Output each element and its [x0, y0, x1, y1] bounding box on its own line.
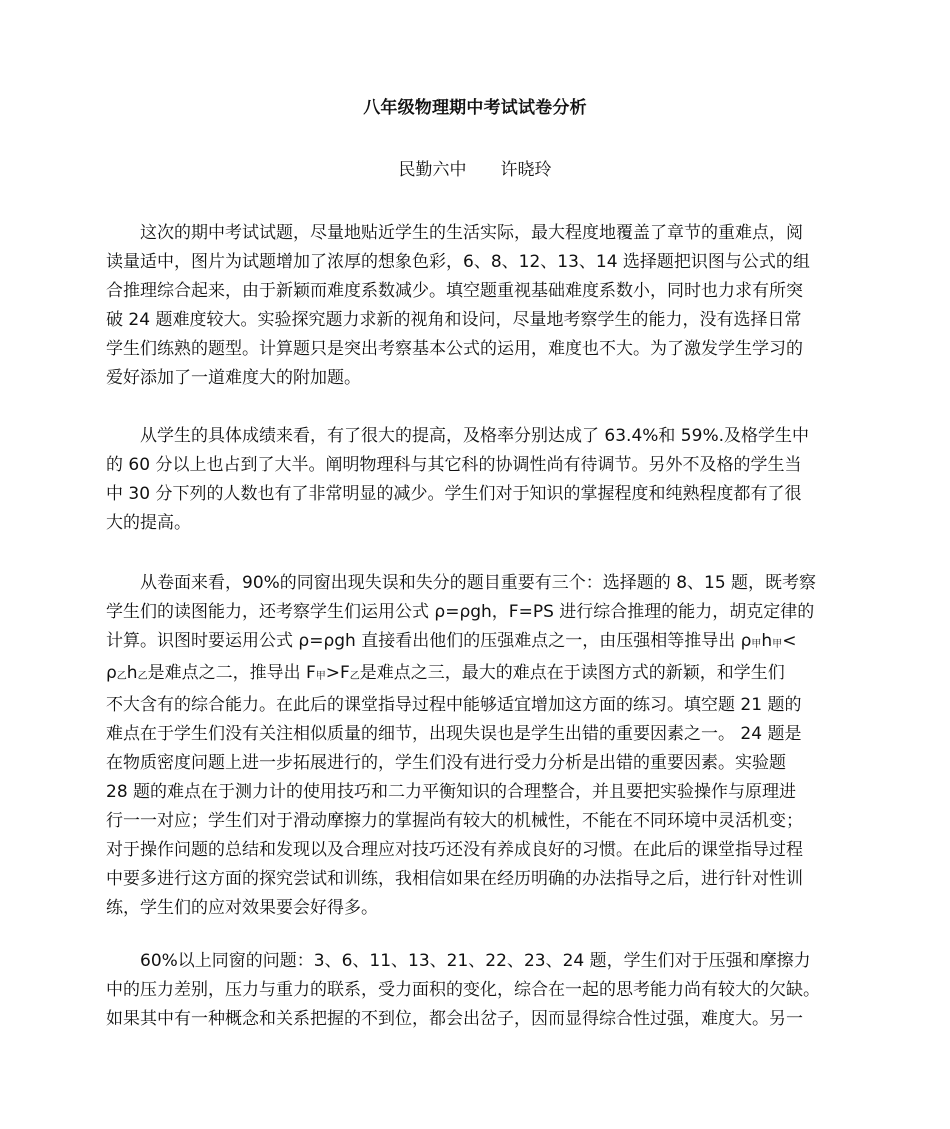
text-run: h [761, 631, 773, 651]
text-run: ρ [106, 663, 117, 683]
paragraph-line: 从学生的具体成绩来看，有了很大的提高，及格率分别达成了 63.4%和 59%.及格学生中 [140, 426, 809, 446]
author-name: 许晓玲 [500, 160, 552, 180]
subscript: 乙 [137, 671, 148, 682]
paragraph-line: 对于操作问题的总结和发现以及合理应对技巧还没有养成良好的习惯。在此后的课堂指导过程 [106, 840, 803, 860]
paragraph-2 [106, 422, 856, 538]
paragraph-line: 中要多进行这方面的探究尝试和训练，我相信如果在经历明确的办法指导之后，进行针对性训 [106, 869, 803, 889]
paragraph-line: 学生们练熟的题型。计算题只是突出考察基本公式的运用，难度也不大。为了激发学生学习的 [106, 339, 803, 359]
text-run: 是难点之三，最大的难点在于读图方式的新颖，和学生们 [359, 663, 785, 683]
paragraph-line: 破 24 题难度较大。实验探究题力求新的视角和设问，尽量地考察学生的能力，没有选择日常 [106, 310, 802, 330]
paragraph-line: 练，学生们的应对效果要会好得多。 [106, 898, 378, 918]
document-title: 八年级物理期中考试试卷分析 [363, 98, 587, 118]
subscript: 甲 [315, 671, 326, 682]
text-run: h [126, 663, 138, 683]
paragraph-line: 60%以上同窗的问题：3、6、11、13、21、22、23、24 题，学生们对于压强和摩擦力 [140, 951, 811, 971]
paragraph-line: 爱好添加了一道难度大的附加题。 [106, 368, 361, 388]
paragraph-line: 28 题的难点在于测力计的使用技巧和二力平衡知识的合理整合，并且要把实验操作与原理进 [106, 782, 797, 802]
paragraph-line-with-formula [106, 627, 856, 659]
paragraph-line: 中 30 分下列的人数也有了非常明显的减少。学生们对于知识的掌握程度和纯熟程度都有了很 [106, 484, 802, 504]
paragraph-3 [106, 569, 856, 923]
paragraph-line-with-formula [106, 659, 856, 691]
paragraph-line: 的 60 分以上也占到了大半。阐明物理科与其它科的协调性尚有待调节。另外不及格的学生当 [106, 455, 802, 475]
text-run: >F [325, 663, 350, 683]
paragraph-line: 如果其中有一种概念和关系把握的不到位，都会出岔子，因而显得综合性过强，难度大。另一 [106, 1009, 803, 1029]
text-run: 计算。识图时要运用公式 ρ=ρgh 直接看出他们的压强难点之一，由压强相等推导出 ρ [106, 631, 752, 651]
paragraph-line: 行一一对应；学生们对于滑动摩擦力的掌握尚有较大的机械性，不能在不同环境中灵活机变； [106, 811, 803, 831]
paragraph-line: 在物质密度问题上进一步拓展进行的，学生们没有进行受力分析是出错的重要因素。实验题 [106, 753, 786, 773]
paragraph-1 [106, 219, 856, 393]
subscript: 乙 [116, 671, 127, 682]
subscript: 甲 [751, 639, 762, 650]
paragraph-line: 从卷面来看，90%的同窗出现失误和失分的题目重要有三个：选择题的 8、15 题，既考察 [140, 573, 817, 593]
paragraph-line: 学生们的读图能力，还考察学生们运用公式 ρ=ρgh，F=PS 进行综合推理的能力，胡克定律的 [106, 602, 815, 622]
paragraph-line: 这次的期中考试试题，尽量地贴近学生的生活实际，最大程度地覆盖了章节的重难点，阅 [140, 223, 803, 243]
paragraph-line: 合推理综合起来，由于新颖而难度系数减少。填空题重视基础难度系数小，同时也力求有所突 [106, 281, 803, 301]
paragraph-4 [106, 947, 856, 1034]
paragraph-line: 大的提高。 [106, 513, 191, 533]
paragraph-line: 难点在于学生们没有关注相似质量的细节，出现失误也是学生出错的重要因素之一。 24 题是 [106, 724, 802, 744]
text-run: < [782, 631, 797, 651]
school-name: 民勤六中 [398, 160, 467, 180]
subscript: 甲 [772, 639, 783, 650]
subscript: 乙 [349, 671, 360, 682]
text-run: 是难点之二，推导出 F [147, 663, 316, 683]
paragraph-line: 中的压力差别，压力与重力的联系，受力面积的变化，综合在一起的思考能力尚有较大的欠缺。 [106, 980, 820, 1000]
paragraph-line: 读量适中，图片为试题增加了浓厚的想象色彩，6、8、12、13、14 选择题把识图与公式的组 [106, 252, 810, 272]
paragraph-line: 不大含有的综合能力。在此后的课堂指导过程中能够适宜增加这方面的练习。填空题 21 题的 [106, 695, 802, 715]
author-line [0, 158, 950, 182]
